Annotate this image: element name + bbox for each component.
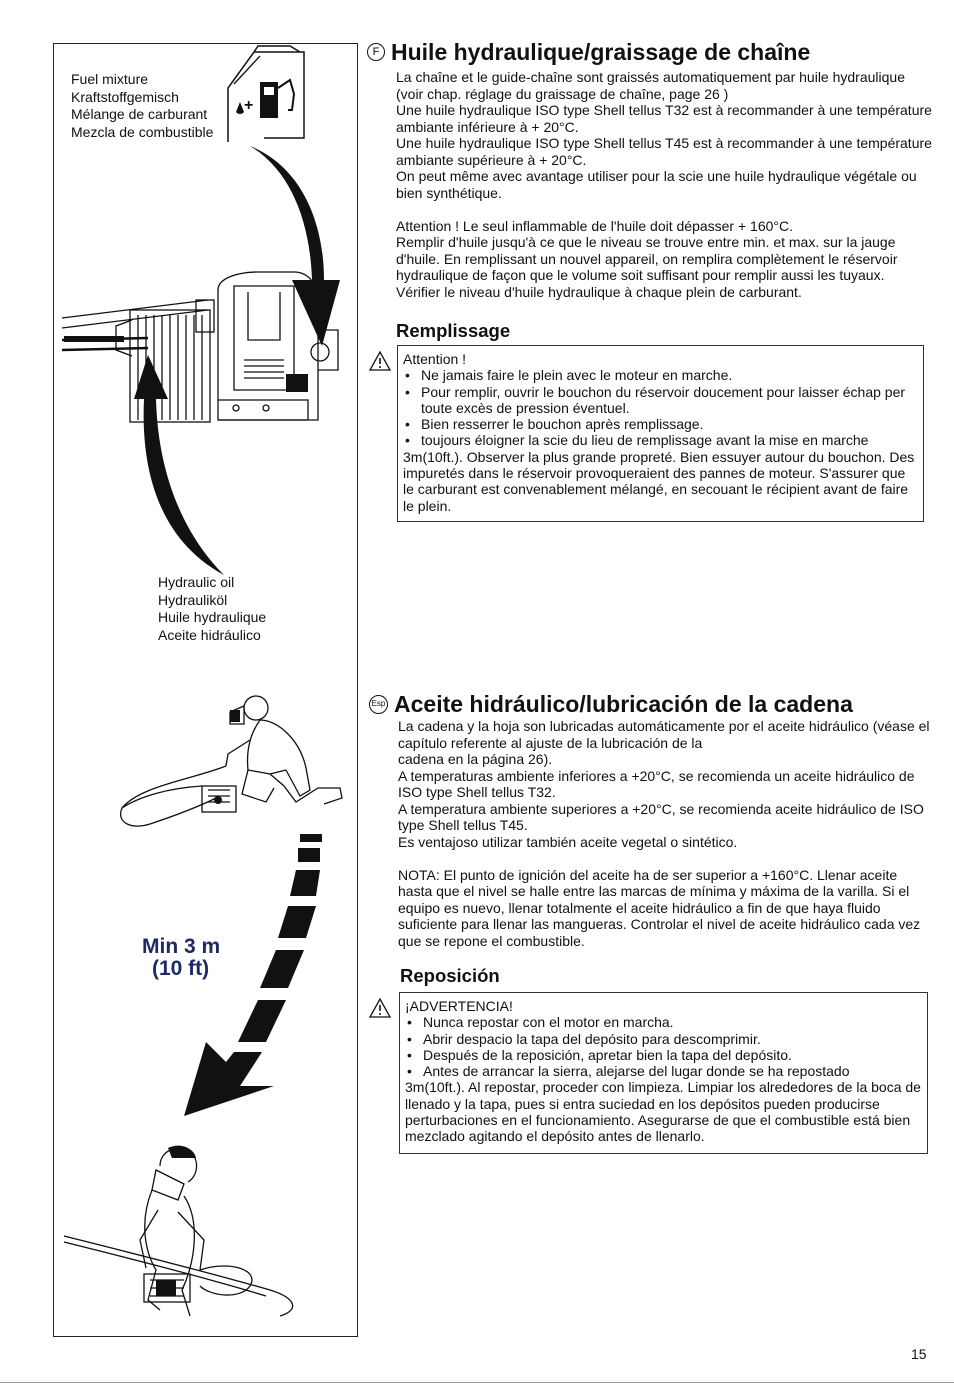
- warning-triangle-icon: [369, 998, 391, 1018]
- warning-triangle-icon: [369, 351, 391, 371]
- list-item: • Abrir despacio la tapa del depósito para descomprimir.: [407, 1030, 761, 1047]
- language-mark-spanish: Esp: [369, 695, 388, 714]
- operator-refueling-illustration: [60, 1140, 310, 1330]
- list-item: • Antes de arrancar la sierra, alejarse del lugar donde se ha repostado: [407, 1063, 850, 1080]
- spanish-warning-box: ¡ADVERTENCIA! • Nunca repostar con el motor en marcha. • Abrir despacio la tapa del depósito para descomprimir. • Después de la reposición, apretar bien la tapa del depósito. • Antes de arrancar la sierra, alejarse del lugar donde se ha repostado 3m(10ft.). Al repostar, proceder con limpieza. Limpiar los alrededores de la boca de llenado y la tapa, pues si entra suciedad en los depósitos pueden producirse perturbaciones en el funcionamiento. Asegurarse de que el combustible está bien mezclado agitando el depósito antes de llenarlo.: [399, 992, 928, 1154]
- list-item: • Pour remplir, ouvrir le bouchon du réservoir doucement pour laisser échap per toute excès de pression éventuel.: [405, 383, 906, 416]
- hydraulic-oil-caption: Hydraulic oil Hydrauliköl Huile hydraulique Aceite hidráulico: [158, 574, 267, 643]
- spanish-body: La cadena y la hoja son lubricadas automáticamente por el aceite hidráulico (véase el capítulo referente al ajuste de la lubricación de la cadena en la página 26). A temperaturas ambiente inferiores a +20°C, se recomienda un aceite hidráulico de ISO type Shell tellus T32. A temperatura ambiente superiores a +20°C, se recomienda aceite hidráulico de ISO type Shell tellus T45. Es ventajoso utilizar también aceite vegetal o sintético. NOTA: El punto de ignición del aceite ha de ser superior a +160°C. Llenar aceite hasta que el nivel se halle entre las marcas de mínima y máxima de la varilla. Si el equipo es nuevo, llenar totalmente el aceite hidráulico a fin de que haya fluido suficiente para llenar las mangueras. Controlar el nivel de aceite hidráulico cada vez que se repone el combustible.: [398, 718, 930, 949]
- spanish-section-title: Esp Aceite hidráulico/lubricación de la cadena: [369, 691, 853, 717]
- page-bottom-rule: [0, 1382, 954, 1383]
- french-subtitle: Remplissage: [396, 320, 511, 341]
- page-number: 15: [911, 1346, 927, 1362]
- list-item: • Nunca repostar con el motor en marcha.: [407, 1014, 674, 1031]
- french-warning-list: [403, 367, 917, 448]
- list-item: • Ne jamais faire le plein avec le moteur en marche.: [405, 367, 733, 384]
- language-mark-french: F: [367, 43, 385, 61]
- minimum-distance-label: Min 3 m (10 ft): [142, 935, 221, 980]
- list-item: • Bien resserrer le bouchon après remplissage.: [405, 416, 704, 433]
- spanish-subtitle: Reposición: [400, 965, 500, 986]
- list-item: • toujours éloigner la scie du lieu de remplissage avant la mise en marche: [405, 432, 869, 449]
- fuel-mixture-caption: Fuel mixture Kraftstoffgemisch Mélange de carburant Mezcla de combustible: [71, 71, 214, 140]
- french-warning-box: Attention ! • Ne jamais faire le plein avec le moteur en marche. • Pour remplir, ouvrir le bouchon du réservoir doucement pour laisser échap per toute excès de pression éventuel. • Bien resserrer le bouchon après remplissage. • toujours éloigner la scie du lieu de remplissage avant la mise en marche 3m(10ft.). Observer la plus grande propreté. Bien essuyer autour du bouchon. Des impuretés dans le réservoir provoqueraient des pannes de moteur. S'assurer que le carburant est convenablement mélangé, en secouant le récipient avant de faire le plein.: [397, 345, 924, 522]
- list-item: • Después de la reposición, apretar bien la tapa del depósito.: [407, 1046, 792, 1063]
- french-body: La chaîne et le guide-chaîne sont graissés automatiquement par huile hydraulique (voir chap. réglage du graissage de chaîne, page 26 ) Une huile hydraulique ISO type Shell tellus T32 est à recommander à une température ambiante inférieure à + 20°C. Une huile hydraulique ISO type Shell tellus T45 est à recommander à une température ambiante supérieure à + 20°C. On peut même avec avantage utiliser pour la scie une huile hydraulique végétale ou bien synthétique. Attention ! Le seul inflammable de l'huile doit dépasser + 160°C. Remplir d'huile jusqu'à ce que le niveau se trouve entre min. et max. sur la jauge d'huile. En remplissant un nouvel appareil, on remplira complètement le réservoir hydraulique de façon que le volume soit suffisant pour remplir aussi les tuyaux. Vérifier le niveau d'huile hydraulique à chaque plein de carburant.: [396, 69, 932, 300]
- svg-text:+: +: [244, 97, 254, 114]
- french-section-title: F Huile hydraulique/graissage de chaîne: [367, 39, 810, 65]
- fuel-can-pump-icon: [224, 44, 310, 144]
- oil-fill-arrow-icon: [128, 355, 238, 580]
- operator-kneeling-illustration: [110, 690, 350, 840]
- spanish-warning-list: [405, 1014, 921, 1079]
